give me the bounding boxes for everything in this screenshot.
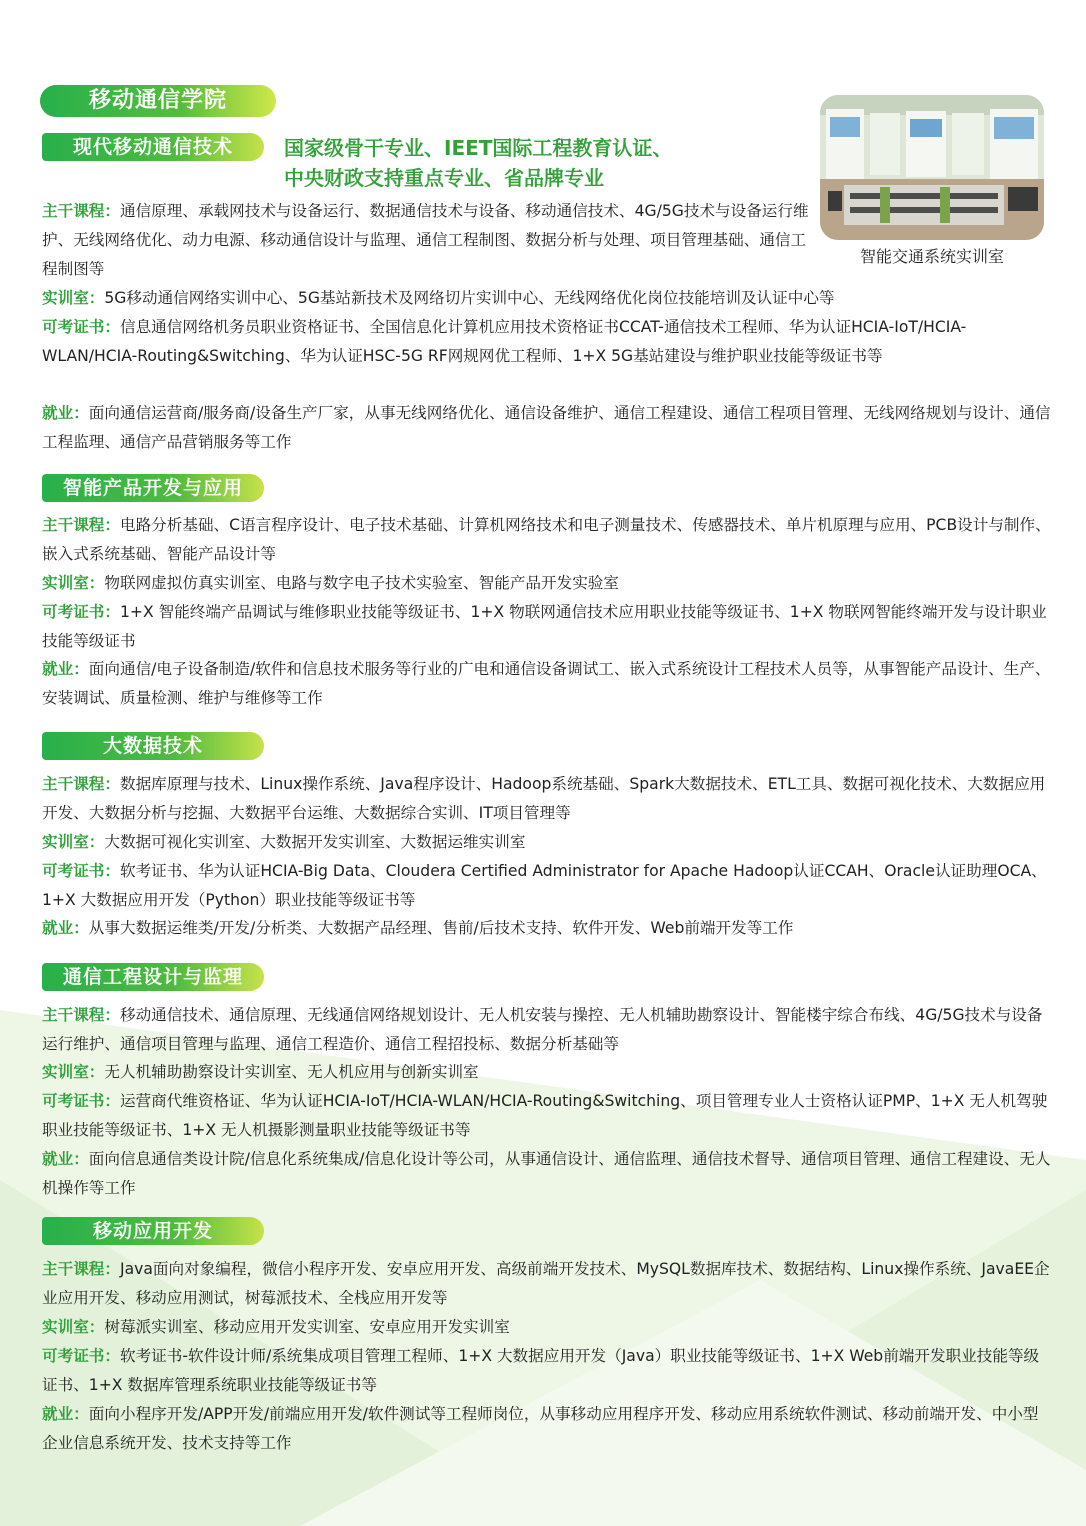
job-text: 面向信息通信类设计院/信息化系统集成/信息化设计等公司，从事通信设计、通信监理、通信技术督导、通信项目管理、通信工程建设、无人机操作等工作 [42,1150,1051,1197]
major-title: 现代移动通信技术 [42,133,264,161]
honor-line: 国家级骨干专业、IEET国际工程教育认证、 [284,136,673,160]
lab-paragraph [42,569,1052,598]
job-label: 就业： [42,660,89,678]
job-paragraph [42,914,1052,943]
lab-photo [820,95,1044,240]
cert-label: 可考证书： [42,318,120,336]
major-title: 移动应用开发 [42,1217,264,1245]
job-paragraph [42,399,1052,457]
college-title: 移动通信学院 [40,85,276,117]
job-text: 面向小程序开发/APP开发/前端应用开发/软件测试等工程师岗位，从事移动应用程序开发、移动应用系统软件测试、移动前端开发、中小型企业信息系统开发、技术支持等工作 [42,1405,1039,1452]
courses-paragraph [42,197,812,284]
lab-label: 实训室： [42,833,105,851]
job-paragraph [42,1145,1052,1203]
lab-text: 大数据可视化实训室、大数据开发实训室、大数据运维实训室 [104,833,526,851]
courses-label: 主干课程： [42,1260,120,1278]
cert-label: 可考证书： [42,1347,120,1365]
courses-paragraph [42,1255,1052,1313]
cert-text: 软考证书-软件设计师/系统集成项目管理工程师、1+X 大数据应用开发（Java）职业技能等级证书、1+X Web前端开发职业技能等级证书、1+X 数据库管理系统职业技能等级证书等 [42,1347,1040,1394]
lab-text: 物联网虚拟仿真实训室、电路与数字电子技术实验室、智能产品开发实验室 [104,574,619,592]
cert-text: 软考证书、华为认证HCIA-Big Data、Cloudera Certified Administrator for Apache Hadoop认证CCAH、Oracle认证助理OCA、1+X 大数据应用开发（Python）职业技能等级证书等 [42,862,1047,909]
courses-text: 电路分析基础、C语言程序设计、电子技术基础、计算机网络技术和电子测量技术、传感器技术、单片机原理与应用、PCB设计与制作、嵌入式系统基础、智能产品设计等 [42,516,1051,563]
courses-paragraph [42,1001,1052,1059]
lab-text: 无人机辅助勘察设计实训室、无人机应用与创新实训室 [104,1063,479,1081]
courses-paragraph [42,770,1052,828]
honor-line: 中央财政支持重点专业、省品牌专业 [284,166,604,190]
job-text: 从事大数据运维类/开发/分析类、大数据产品经理、售前/后技术支持、软件开发、Web前端开发等工作 [88,919,794,937]
major-title: 通信工程设计与监理 [42,963,264,991]
courses-text: 数据库原理与技术、Linux操作系统、Java程序设计、Hadoop系统基础、Spark大数据技术、ETL工具、数据可视化技术、大数据应用开发、大数据分析与挖掘、大数据平台运维、大数据综合实训、IT项目管理等 [42,775,1046,822]
job-text: 面向通信/电子设备制造/软件和信息技术服务等行业的广电和通信设备调试工、嵌入式系统设计工程技术人员等，从事智能产品设计、生产、安装调试、质量检测、维护与维修等工作 [42,660,1051,707]
courses-paragraph [42,511,1052,569]
job-text: 面向通信运营商/服务商/设备生产厂家，从事无线网络优化、通信设备维护、通信工程建设、通信工程项目管理、无线网络规划与设计、通信工程监理、通信产品营销服务等工作 [42,404,1051,451]
cert-paragraph [42,1087,1052,1145]
courses-label: 主干课程： [42,516,120,534]
job-paragraph [42,1400,1052,1458]
lab-text: 树莓派实训室、移动应用开发实训室、安卓应用开发实训室 [104,1318,510,1336]
job-label: 就业： [42,1150,89,1168]
courses-label: 主干课程： [42,775,120,793]
courses-text: 通信原理、承载网技术与设备运行、数据通信技术与设备、移动通信技术、4G/5G技术与设备运行维护、无线网络优化、动力电源、移动通信设计与监理、通信工程制图、数据分析与处理、项目管理基础、通信工程制图等 [42,202,809,278]
cert-text: 运营商代维资格证、华为认证HCIA-IoT/HCIA-WLAN/HCIA-Routing&Switching、项目管理专业人士资格认证PMP、1+X 无人机驾驶职业技能等级证书、1+X 无人机摄影测量职业技能等级证书等 [42,1092,1048,1139]
cert-paragraph [42,313,1052,371]
cert-paragraph [42,857,1052,915]
lab-photo-illustration [820,95,1044,240]
cert-label: 可考证书： [42,862,120,880]
lab-label: 实训室： [42,1318,105,1336]
lab-paragraph [42,1058,1052,1087]
job-label: 就业： [42,1405,89,1423]
cert-paragraph [42,1342,1052,1400]
cert-paragraph [42,598,1052,656]
courses-text: Java面向对象编程，微信小程序开发、安卓应用开发、高级前端开发技术、MySQL数据库技术、数据结构、Linux操作系统、JavaEE企业应用开发、移动应用测试，树莓派技术、全栈应用开发等 [42,1260,1050,1307]
lab-paragraph [42,828,1052,857]
cert-label: 可考证书： [42,603,120,621]
lab-paragraph [42,1313,1052,1342]
courses-label: 主干课程： [42,202,120,220]
major-honors [284,133,804,193]
job-paragraph [42,655,1052,713]
courses-label: 主干课程： [42,1006,120,1024]
lab-label: 实训室： [42,289,105,307]
major-title: 大数据技术 [42,732,264,760]
job-label: 就业： [42,919,89,937]
lab-paragraph [42,284,1052,313]
cert-text: 1+X 智能终端产品调试与维修职业技能等级证书、1+X 物联网通信技术应用职业技能等级证书、1+X 物联网智能终端开发与设计职业技能等级证书 [42,603,1047,650]
lab-label: 实训室： [42,574,105,592]
job-label: 就业： [42,404,89,422]
cert-text: 信息通信网络机务员职业资格证书、全国信息化计算机应用技术资格证书CCAT-通信技术工程师、华为认证HCIA-IoT/HCIA-WLAN/HCIA-Routing&Switching、华为认证HSC-5G RF网规网优工程师、1+X 5G基站建设与维护职业技能等级证书等 [42,318,967,365]
lab-text: 5G移动通信网络实训中心、5G基站新技术及网络切片实训中心、无线网络优化岗位技能培训及认证中心等 [104,289,835,307]
cert-label: 可考证书： [42,1092,120,1110]
photo-caption: 智能交通系统实训室 [859,247,1004,266]
major-title: 智能产品开发与应用 [42,474,264,502]
courses-text: 移动通信技术、通信原理、无线通信网络规划设计、无人机安装与操控、无人机辅助勘察设计、智能楼宇综合布线、4G/5G技术与设备运行维护、通信项目管理与监理、通信工程造价、通信工程招投标、数据分析基础等 [42,1006,1043,1053]
lab-label: 实训室： [42,1063,105,1081]
